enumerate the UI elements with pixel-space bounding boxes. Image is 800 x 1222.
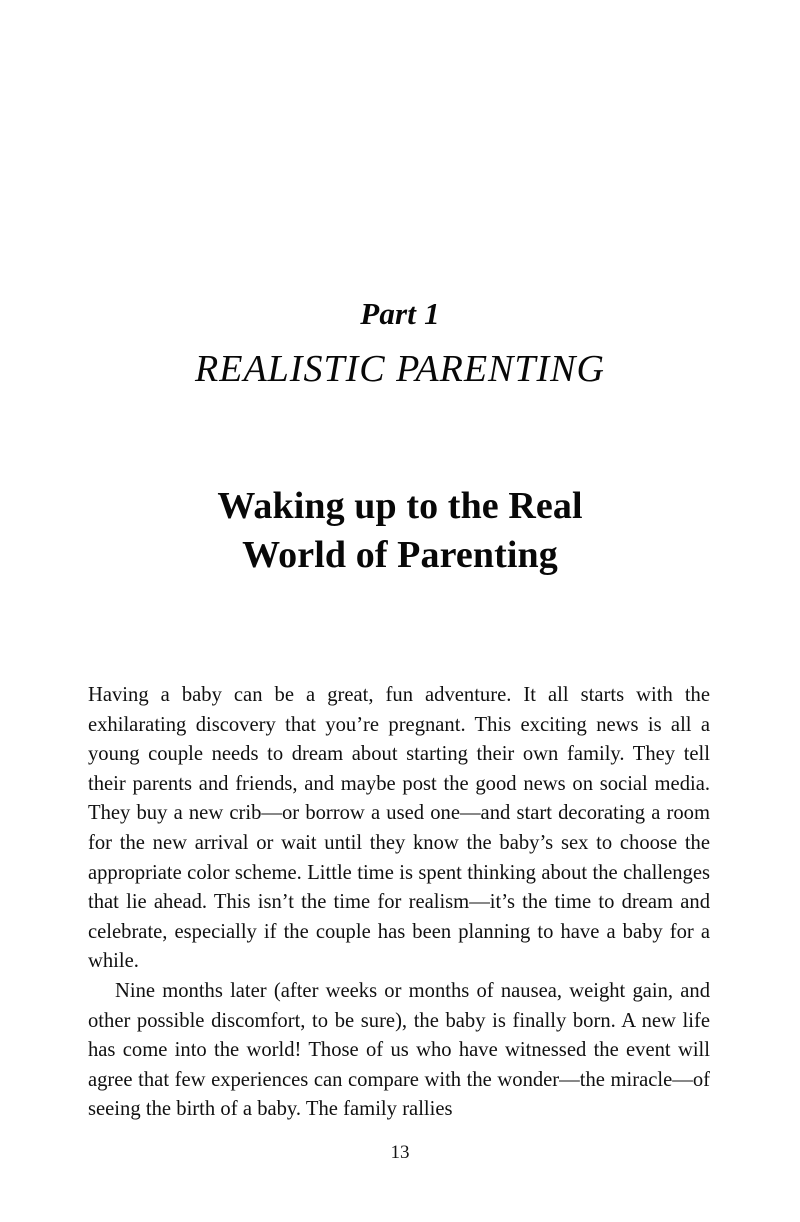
part-number: Part 1 xyxy=(360,296,440,331)
chapter-title xyxy=(0,482,800,580)
page-number: 13 xyxy=(390,1142,410,1163)
body-paragraph-1: Having a baby can be a great, fun adventure. It all starts with the exhilarating discovery that you’re pregnant. This exciting news is all a young couple needs to dream about starting their own family. They tell their parents and friends, and maybe post the good news on social media. They buy a new crib—or borrow a used one—and start decorating a room for the new arrival or wait until they know the baby’s sex to choose the appropriate color scheme. Little time is spent thinking about the challenges that lie ahead. This isn’t the time for realism—it’s the time to dream and celebrate, especially if the couple has been planning to have a baby for a while. xyxy=(88,684,710,973)
body-text-column xyxy=(88,681,710,1125)
part-title: REALISTIC PARENTING xyxy=(195,347,605,390)
body-paragraph-2: Nine months later (after weeks or months of nausea, weight gain, and other possible discomfort, to be sure), the baby is finally born. A new life has come into the world! Those of us who have witnessed the event will agree that few experiences can compare with the wonder—the miracle—of seeing the birth of a baby. The family rallies xyxy=(88,979,710,1121)
part-heading-block xyxy=(0,298,800,390)
chapter-title-line-2: World of Parenting xyxy=(242,534,558,576)
chapter-title-line-1: Waking up to the Real xyxy=(217,485,583,527)
